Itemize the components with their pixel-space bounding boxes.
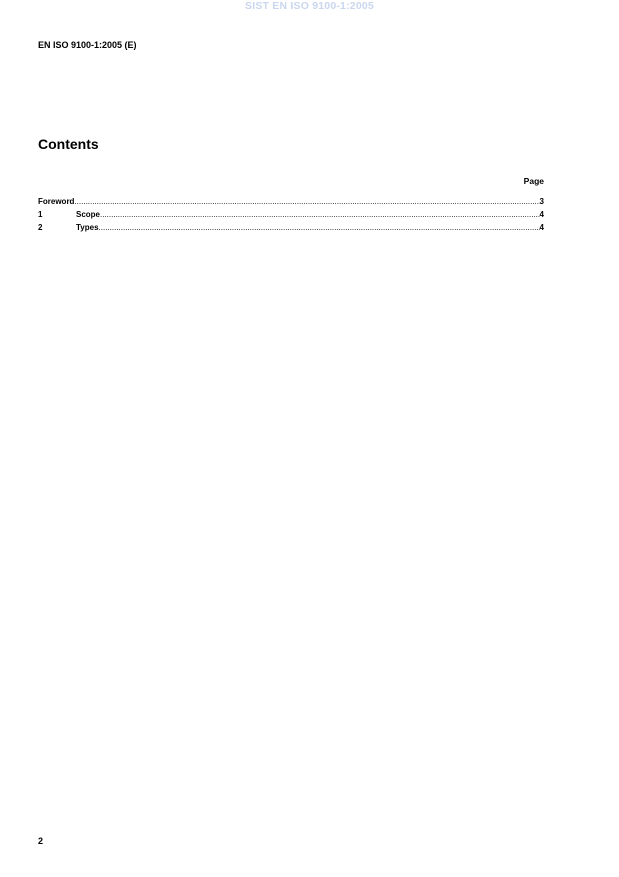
toc-leader-dots bbox=[100, 208, 540, 221]
contents-heading: Contents bbox=[38, 136, 99, 152]
toc-entry-foreword[interactable] bbox=[38, 195, 544, 208]
watermark-text: SIST EN ISO 9100-1:2005 bbox=[245, 0, 374, 12]
toc-entry-title: Types bbox=[76, 223, 99, 232]
toc-entry-title: Foreword bbox=[38, 197, 75, 206]
toc-entry-number: 2 bbox=[38, 223, 43, 232]
toc-entry-scope[interactable] bbox=[38, 208, 544, 221]
toc-entry-page: 3 bbox=[539, 197, 544, 206]
toc-entry-number: 1 bbox=[38, 210, 43, 219]
toc-entry-page: 4 bbox=[539, 210, 544, 219]
page-column-label: Page bbox=[523, 176, 544, 186]
table-of-contents bbox=[38, 195, 544, 234]
toc-entry-types[interactable] bbox=[38, 221, 544, 234]
page-number: 2 bbox=[38, 836, 44, 846]
document-code: EN ISO 9100-1:2005 (E) bbox=[38, 40, 137, 50]
toc-leader-dots bbox=[99, 221, 540, 234]
toc-entry-title: Scope bbox=[76, 210, 101, 219]
toc-leader-dots bbox=[74, 195, 539, 208]
toc-entry-page: 4 bbox=[539, 223, 544, 232]
